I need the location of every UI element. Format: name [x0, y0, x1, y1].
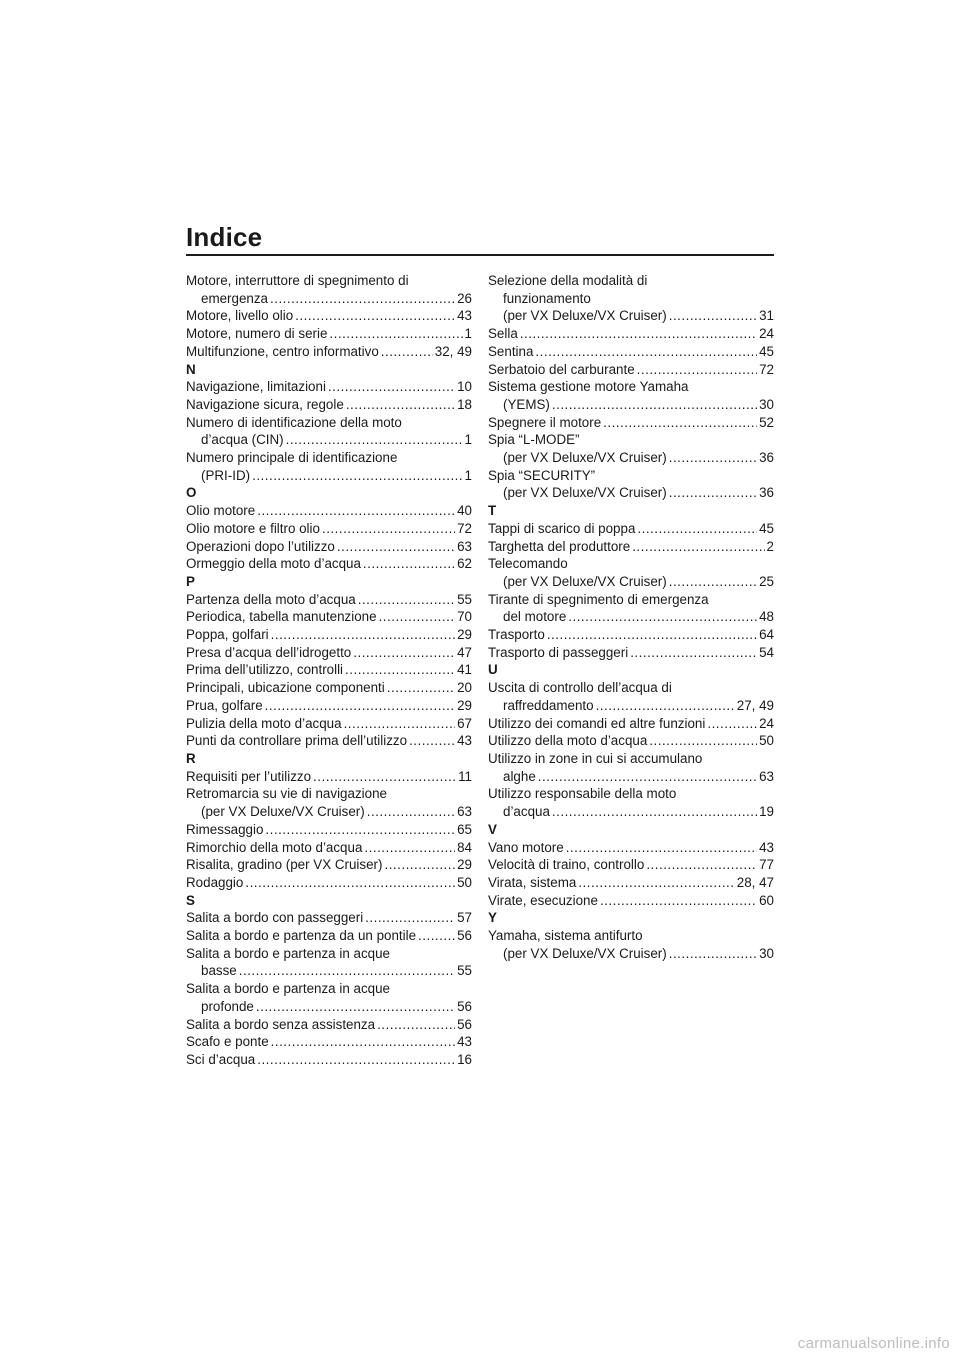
entry-text: Sella: [488, 326, 518, 342]
entry-text: Sentina: [488, 343, 534, 359]
page-number: 54: [759, 644, 774, 660]
index-entry: [488, 325, 774, 343]
dot-leader: [270, 290, 455, 308]
entry-text: Presa d’acqua dell’idrogetto: [186, 644, 352, 660]
page-number: 43: [457, 1034, 472, 1050]
entry-text: Navigazione, limitazioni: [186, 379, 326, 395]
dot-leader: [669, 307, 757, 325]
title-rule: [186, 254, 774, 256]
entry-text: Sci d’acqua: [186, 1051, 256, 1067]
dot-leader: [353, 644, 455, 662]
dot-leader: [245, 874, 455, 892]
entry-text: Navigazione sicura, regole: [186, 396, 344, 412]
entry-text: Vano motore: [488, 839, 564, 855]
dot-leader: [637, 520, 757, 538]
index-entry: [186, 927, 472, 945]
entry-text: Rodaggio: [186, 874, 244, 890]
index-entry: [488, 626, 774, 644]
index-entry: [186, 644, 472, 662]
index-entry-line: Utilizzo responsabile della moto: [488, 786, 677, 802]
page-number: 32, 49: [434, 343, 472, 359]
entry-text: raffreddamento: [503, 697, 594, 713]
index-letter-heading: R: [186, 750, 196, 766]
page-number: 29: [457, 627, 472, 643]
dot-leader: [239, 962, 455, 980]
dot-leader: [568, 608, 757, 626]
index-entry: [186, 661, 472, 679]
dot-leader: [707, 715, 757, 733]
entry-text: Operazioni dopo l’utilizzo: [186, 538, 335, 554]
index-entry: [186, 608, 472, 626]
entry-text: alghe: [503, 768, 536, 784]
page-number: 62: [457, 556, 472, 572]
index-letter-heading: U: [488, 662, 498, 678]
index-column-left: [186, 272, 472, 1069]
dot-leader: [367, 803, 455, 821]
entry-text: Scafo e ponte: [186, 1034, 269, 1050]
index-letter-heading: P: [186, 573, 195, 589]
index-entry-line: Sistema gestione motore Yamaha: [488, 379, 689, 395]
dot-leader: [345, 661, 455, 679]
index-entry: [186, 697, 472, 715]
index-entry: [488, 945, 774, 963]
page-number: 45: [759, 343, 774, 359]
dot-leader: [313, 768, 456, 786]
dot-leader: [596, 697, 735, 715]
dot-leader: [346, 396, 455, 414]
entry-text: (per VX Deluxe/VX Cruiser): [503, 450, 667, 466]
index-entry: [488, 361, 774, 379]
index-entry: [488, 768, 774, 786]
index-entry: [488, 449, 774, 467]
index-letter-heading: O: [186, 485, 197, 501]
index-entry: [186, 325, 472, 343]
entry-text: Salita a bordo con passeggeri: [186, 910, 364, 926]
dot-leader: [271, 1033, 455, 1051]
index-entry: [488, 803, 774, 821]
dot-leader: [328, 378, 455, 396]
index-entry: [186, 856, 472, 874]
dot-leader: [379, 608, 456, 626]
dot-leader: [384, 856, 455, 874]
dot-leader: [578, 874, 734, 892]
page-number: 20: [457, 680, 472, 696]
index-entry-line: Salita a bordo e partenza in acque: [186, 981, 390, 997]
page-number: 48: [759, 609, 774, 625]
page-number: 25: [759, 573, 774, 589]
index-entry-line: Spia “SECURITY”: [488, 467, 596, 483]
page-number: 36: [759, 450, 774, 466]
dot-leader: [295, 307, 455, 325]
dot-leader: [669, 573, 757, 591]
dot-leader: [329, 325, 462, 343]
index-entry: [186, 803, 472, 821]
index-entry: [488, 343, 774, 361]
entry-text: Salita a bordo e partenza da un pontile: [186, 928, 417, 944]
page-number: 16: [457, 1051, 472, 1067]
index-entry: [488, 874, 774, 892]
entry-text: (per VX Deluxe/VX Cruiser): [201, 804, 365, 820]
index-entry: [186, 520, 472, 538]
index-entry: [488, 892, 774, 910]
index-letter-heading: S: [186, 892, 195, 908]
entry-text: Principali, ubicazione componenti: [186, 680, 385, 696]
index-entry: [186, 467, 472, 485]
dot-leader: [265, 821, 455, 839]
dot-leader: [632, 538, 764, 556]
page-number: 77: [759, 857, 774, 873]
page-number: 10: [457, 379, 472, 395]
entry-text: Motore, livello olio: [186, 308, 294, 324]
dot-leader: [418, 927, 455, 945]
entry-text: Virata, sistema: [488, 874, 577, 890]
page-number: 64: [759, 627, 774, 643]
index-column-right: [488, 272, 774, 962]
index-entry-line: funzionamento: [503, 290, 591, 306]
index-entry-line: Salita a bordo e partenza in acque: [186, 945, 390, 961]
index-entry-line: Utilizzo in zone in cui si accumulano: [488, 750, 703, 766]
page-number: 26: [457, 290, 472, 306]
index-entry: [488, 697, 774, 715]
entry-text: Ormeggio della moto d’acqua: [186, 556, 361, 572]
entry-text: Trasporto: [488, 627, 545, 643]
dot-leader: [271, 626, 455, 644]
dot-leader: [387, 679, 455, 697]
entry-text: Virate, esecuzione: [488, 892, 598, 908]
dot-leader: [600, 892, 757, 910]
index-entry: [186, 343, 472, 361]
index-entry-line: Telecomando: [488, 556, 568, 572]
entry-text: Requisiti per l’utilizzo: [186, 768, 312, 784]
entry-text: (per VX Deluxe/VX Cruiser): [503, 308, 667, 324]
dot-leader: [322, 520, 455, 538]
page-number: 1: [464, 432, 472, 448]
entry-text: Olio motore: [186, 503, 256, 519]
dot-leader: [535, 343, 757, 361]
dot-leader: [547, 626, 757, 644]
dot-leader: [646, 856, 757, 874]
dot-leader: [566, 839, 757, 857]
page-number: 1: [464, 467, 472, 483]
index-entry-line: Yamaha, sistema antifurto: [488, 928, 643, 944]
dot-leader: [358, 591, 455, 609]
dot-leader: [377, 1016, 455, 1034]
entry-text: (per VX Deluxe/VX Cruiser): [503, 945, 667, 961]
page-number: 19: [759, 804, 774, 820]
entry-text: Risalita, gradino (per VX Cruiser): [186, 857, 383, 873]
entry-text: Multifunzione, centro informativo: [186, 343, 379, 359]
index-entry: [186, 962, 472, 980]
page-number: 36: [759, 485, 774, 501]
page-number: 45: [759, 520, 774, 536]
page-number: 31: [759, 308, 774, 324]
page-number: 27, 49: [736, 697, 774, 713]
page-number: 24: [759, 715, 774, 731]
entry-text: (YEMS): [503, 396, 550, 412]
dot-leader: [538, 768, 757, 786]
page-number: 57: [457, 910, 472, 926]
index-entry: [488, 520, 774, 538]
dot-leader: [603, 414, 757, 432]
index-entry: [186, 378, 472, 396]
index-entry-line: Motore, interruttore di spegnimento di: [186, 273, 409, 288]
dot-leader: [630, 644, 757, 662]
page-number: 30: [759, 396, 774, 412]
page-number: 67: [457, 715, 472, 731]
page-number: 63: [457, 538, 472, 554]
dot-leader: [669, 945, 757, 963]
index-entry: [488, 484, 774, 502]
index-entry: [488, 573, 774, 591]
entry-text: Tappi di scarico di poppa: [488, 520, 636, 536]
entry-text: (per VX Deluxe/VX Cruiser): [503, 485, 667, 501]
entry-text: Partenza della moto d’acqua: [186, 591, 356, 607]
entry-text: Rimorchio della moto d’acqua: [186, 839, 363, 855]
index-entry: [186, 555, 472, 573]
index-entry: [186, 909, 472, 927]
dot-leader: [364, 839, 455, 857]
index-entry-line: Numero di identificazione della moto: [186, 414, 402, 430]
entry-text: Rimessaggio: [186, 821, 264, 837]
index-entry: [186, 502, 472, 520]
dot-leader: [552, 396, 757, 414]
index-entry-line: Numero principale di identificazione: [186, 450, 398, 466]
index-entry: [488, 644, 774, 662]
index-entry: [488, 414, 774, 432]
index-entry: [186, 768, 472, 786]
page-title: Indice: [186, 222, 263, 252]
page-number: 52: [759, 414, 774, 430]
page-number: 56: [457, 928, 472, 944]
entry-text: Salita a bordo senza assistenza: [186, 1016, 376, 1032]
index-entry: [186, 998, 472, 1016]
index-entry: [488, 538, 774, 556]
index-letter-heading: Y: [488, 910, 497, 926]
dot-leader: [409, 732, 455, 750]
page-number: 84: [457, 839, 472, 855]
entry-text: Trasporto di passeggeri: [488, 644, 629, 660]
index-entry: [186, 839, 472, 857]
watermark: carmanualsonline.info: [797, 1335, 950, 1352]
dot-leader: [265, 697, 455, 715]
dot-leader: [257, 1051, 455, 1069]
entry-text: del motore: [503, 609, 567, 625]
page-number: 43: [759, 839, 774, 855]
index-entry: [488, 608, 774, 626]
index-entry-line: Uscita di controllo dell’acqua di: [488, 680, 672, 696]
dot-leader: [669, 449, 757, 467]
page-number: 63: [759, 768, 774, 784]
index-entry: [488, 856, 774, 874]
entry-text: Velocità di traino, controllo: [488, 857, 645, 873]
page-number: 2: [766, 538, 774, 554]
dot-leader: [552, 803, 757, 821]
page-number: 43: [457, 308, 472, 324]
index-entry: [186, 715, 472, 733]
page-number: 29: [457, 857, 472, 873]
entry-text: Prua, golfare: [186, 697, 263, 713]
page-number: 50: [759, 733, 774, 749]
dot-leader: [337, 538, 455, 556]
entry-text: Utilizzo della moto d’acqua: [488, 733, 648, 749]
index-entry: [186, 821, 472, 839]
page-number: 24: [759, 326, 774, 342]
index-entry: [186, 679, 472, 697]
index-entry: [186, 591, 472, 609]
index-entry: [488, 732, 774, 750]
index-entry: [186, 538, 472, 556]
index-entry-line: Selezione della modalità di: [488, 273, 648, 288]
page-number: 40: [457, 503, 472, 519]
entry-text: Prima dell’utilizzo, controlli: [186, 662, 344, 678]
dot-leader: [520, 325, 757, 343]
dot-leader: [637, 361, 757, 379]
page-number: 50: [457, 874, 472, 890]
entry-text: Targhetta del produttore: [488, 538, 631, 554]
dot-leader: [649, 732, 757, 750]
page-number: 55: [457, 963, 472, 979]
page-number: 70: [457, 609, 472, 625]
entry-text: Olio motore e filtro olio: [186, 520, 320, 536]
index-entry-line: Spia “L-MODE”: [488, 432, 580, 448]
page-number: 72: [759, 361, 774, 377]
page-number: 72: [457, 520, 472, 536]
entry-text: Utilizzo dei comandi ed altre funzioni: [488, 715, 706, 731]
index-letter-heading: V: [488, 821, 497, 837]
index-entry: [488, 396, 774, 414]
dot-leader: [257, 502, 455, 520]
index-entry-line: Retromarcia su vie di navigazione: [186, 786, 387, 802]
entry-text: basse: [201, 963, 237, 979]
index-entry: [186, 1016, 472, 1034]
dot-leader: [344, 715, 456, 733]
page-number: 56: [457, 998, 472, 1014]
page-number: 28, 47: [736, 874, 774, 890]
page-number: 29: [457, 697, 472, 713]
index-entry-line: Tirante di spegnimento di emergenza: [488, 591, 709, 607]
index-entry: [186, 874, 472, 892]
page-number: 60: [759, 892, 774, 908]
dot-leader: [381, 343, 433, 361]
page-number: 65: [457, 821, 472, 837]
entry-text: Motore, numero di serie: [186, 326, 328, 342]
dot-leader: [363, 555, 455, 573]
entry-text: (PRI-ID): [201, 467, 251, 483]
index-entry: [186, 626, 472, 644]
index-entry: [488, 715, 774, 733]
page-number: 56: [457, 1016, 472, 1032]
index-entry: [186, 396, 472, 414]
index-entry: [186, 431, 472, 449]
dot-leader: [365, 909, 455, 927]
index-entry: [186, 732, 472, 750]
index-letter-heading: T: [488, 503, 497, 519]
dot-leader: [252, 467, 462, 485]
index-entry: [488, 839, 774, 857]
entry-text: (per VX Deluxe/VX Cruiser): [503, 573, 667, 589]
entry-text: Serbatoio del carburante: [488, 361, 635, 377]
page-number: 63: [457, 804, 472, 820]
page-number: 11: [458, 768, 472, 784]
entry-text: profonde: [201, 998, 254, 1014]
dot-leader: [286, 431, 463, 449]
entry-text: Punti da controllare prima dell’utilizzo: [186, 733, 408, 749]
entry-text: d’acqua: [503, 804, 550, 820]
index-entry: [186, 307, 472, 325]
index-entry: [186, 290, 472, 308]
page-number: 55: [457, 591, 472, 607]
dot-leader: [669, 484, 757, 502]
dot-leader: [256, 998, 455, 1016]
page-number: 18: [457, 396, 472, 412]
entry-text: Periodica, tabella manutenzione: [186, 609, 377, 625]
page-number: 1: [464, 326, 472, 342]
page-number: 47: [457, 644, 472, 660]
index-entry: [186, 1051, 472, 1069]
page-number: 30: [759, 945, 774, 961]
entry-text: emergenza: [201, 290, 268, 306]
entry-text: Poppa, golfari: [186, 627, 269, 643]
entry-text: Pulizia della moto d’acqua: [186, 715, 342, 731]
index-letter-heading: N: [186, 361, 196, 377]
page-number: 41: [457, 662, 472, 678]
entry-text: d’acqua (CIN): [201, 432, 284, 448]
index-entry: [186, 1033, 472, 1051]
entry-text: Spegnere il motore: [488, 414, 602, 430]
index-entry: [488, 307, 774, 325]
page-number: 43: [457, 733, 472, 749]
